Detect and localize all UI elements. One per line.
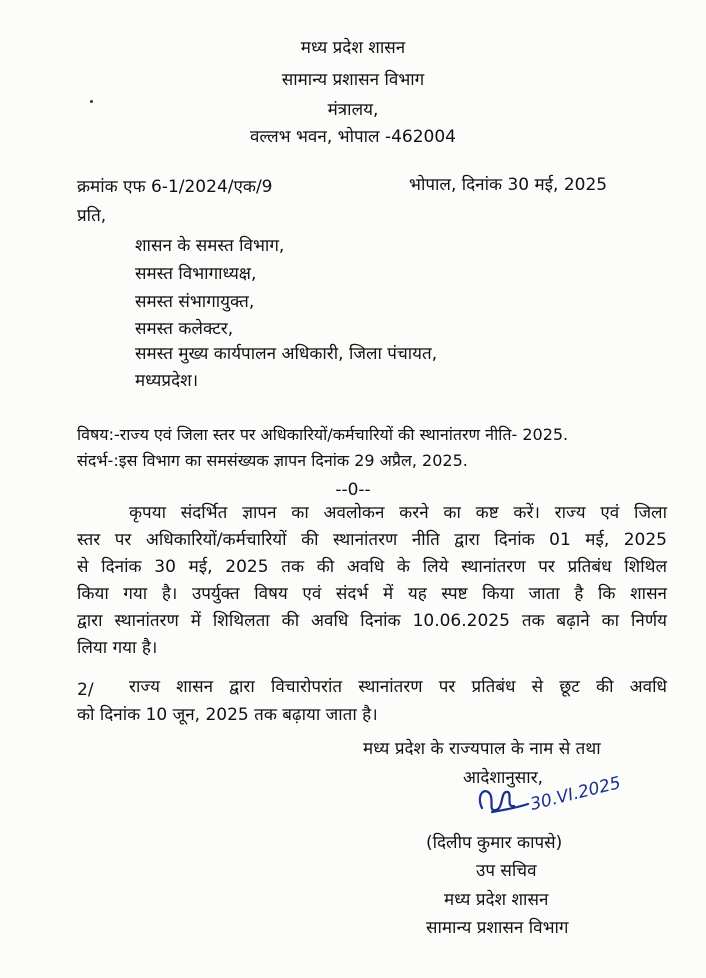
header-line-2: सामान्य प्रशासन विभाग	[281, 70, 425, 90]
header-line-3: मंत्रालय,	[327, 100, 379, 120]
paragraph-1-line: किया गया है। उपर्युक्त विषय एवं संदर्भ में यह स्पष्ट किया जाता है कि शासन	[77, 584, 667, 604]
signatory-org-2: सामान्य प्रशासन विभाग	[426, 918, 569, 938]
recipient: समस्त कलेक्टर,	[135, 319, 234, 339]
recipient: शासन के समस्त विभाग,	[135, 236, 285, 256]
ref-place-date: भोपाल, दिनांक 30 मई, 2025	[409, 175, 608, 195]
recipient: समस्त मुख्य कार्यपालन अधिकारी, जिला पंचायत,	[135, 344, 438, 364]
signature-stroke	[480, 791, 528, 812]
signatory-org-1: मध्य प्रदेश शासन	[444, 890, 549, 910]
paragraph-1	[77, 500, 667, 662]
header-line-4: वल्लभ भवन, भोपाल -462004	[249, 127, 457, 147]
paragraph-1-line: लिया गया है।	[77, 638, 158, 658]
ref-number: क्रमांक एफ 6-1/2024/एक/9	[77, 177, 273, 197]
paragraph-2-number: 2/	[77, 680, 94, 700]
closing-line-1: मध्य प्रदेश के राज्यपाल के नाम से तथा	[363, 739, 601, 759]
recipient: समस्त संभागायुक्त,	[135, 292, 255, 312]
subject-line: विषय:-राज्य एवं जिला स्तर पर अधिकारियों/कर्मचारियों की स्थानांतरण नीति- 2025.	[77, 425, 569, 444]
separator: --0--	[335, 480, 371, 500]
paragraph-2-line: राज्य शासन द्वारा विचारोपरांत स्थानांतरण पर प्रतिबंध से छूट की अवधि	[129, 677, 667, 697]
reference-line: संदर्भ-:इस विभाग का समसंख्यक ज्ञापन दिनांक 29 अप्रैल, 2025.	[77, 451, 468, 470]
paragraph-1-line: से दिनांक 30 मई, 2025 तक की अवधि के लिये स्थानांतरण पर प्रतिबंध शिथिल	[77, 557, 667, 577]
recipient: मध्यप्रदेश।	[135, 371, 199, 391]
paragraph-1-line: स्तर पर अधिकारियों/कर्मचारियों की स्थानांतरण नीति द्वारा दिनांक 01 मई, 2025	[77, 530, 667, 550]
paragraph-2	[129, 674, 667, 701]
signatory-designation: उप सचिव	[476, 861, 537, 881]
header-line-1: मध्य प्रदेश शासन	[300, 38, 406, 58]
handwritten-date: 30.VI.2025	[528, 773, 623, 815]
signatory-name: (दिलीप कुमार कापसे)	[426, 833, 563, 853]
recipient: समस्त विभागाध्यक्ष,	[135, 264, 257, 284]
paragraph-1-line: द्वारा स्थानांतरण में शिथिलता की अवधि दिनांक 10.06.2025 तक बढ़ाने का निर्णय	[77, 611, 667, 631]
paragraph-2-line: को दिनांक 10 जून, 2025 तक बढ़ाया जाता है।	[77, 705, 378, 725]
closing-line-2: आदेशानुसार,	[463, 768, 544, 788]
handwritten-signature	[470, 768, 650, 828]
to-label: प्रति,	[77, 206, 107, 226]
paragraph-1-line: कृपया संदर्भित ज्ञापन का अवलोकन करने का कष्ट करें। राज्य एवं जिला	[129, 503, 667, 523]
